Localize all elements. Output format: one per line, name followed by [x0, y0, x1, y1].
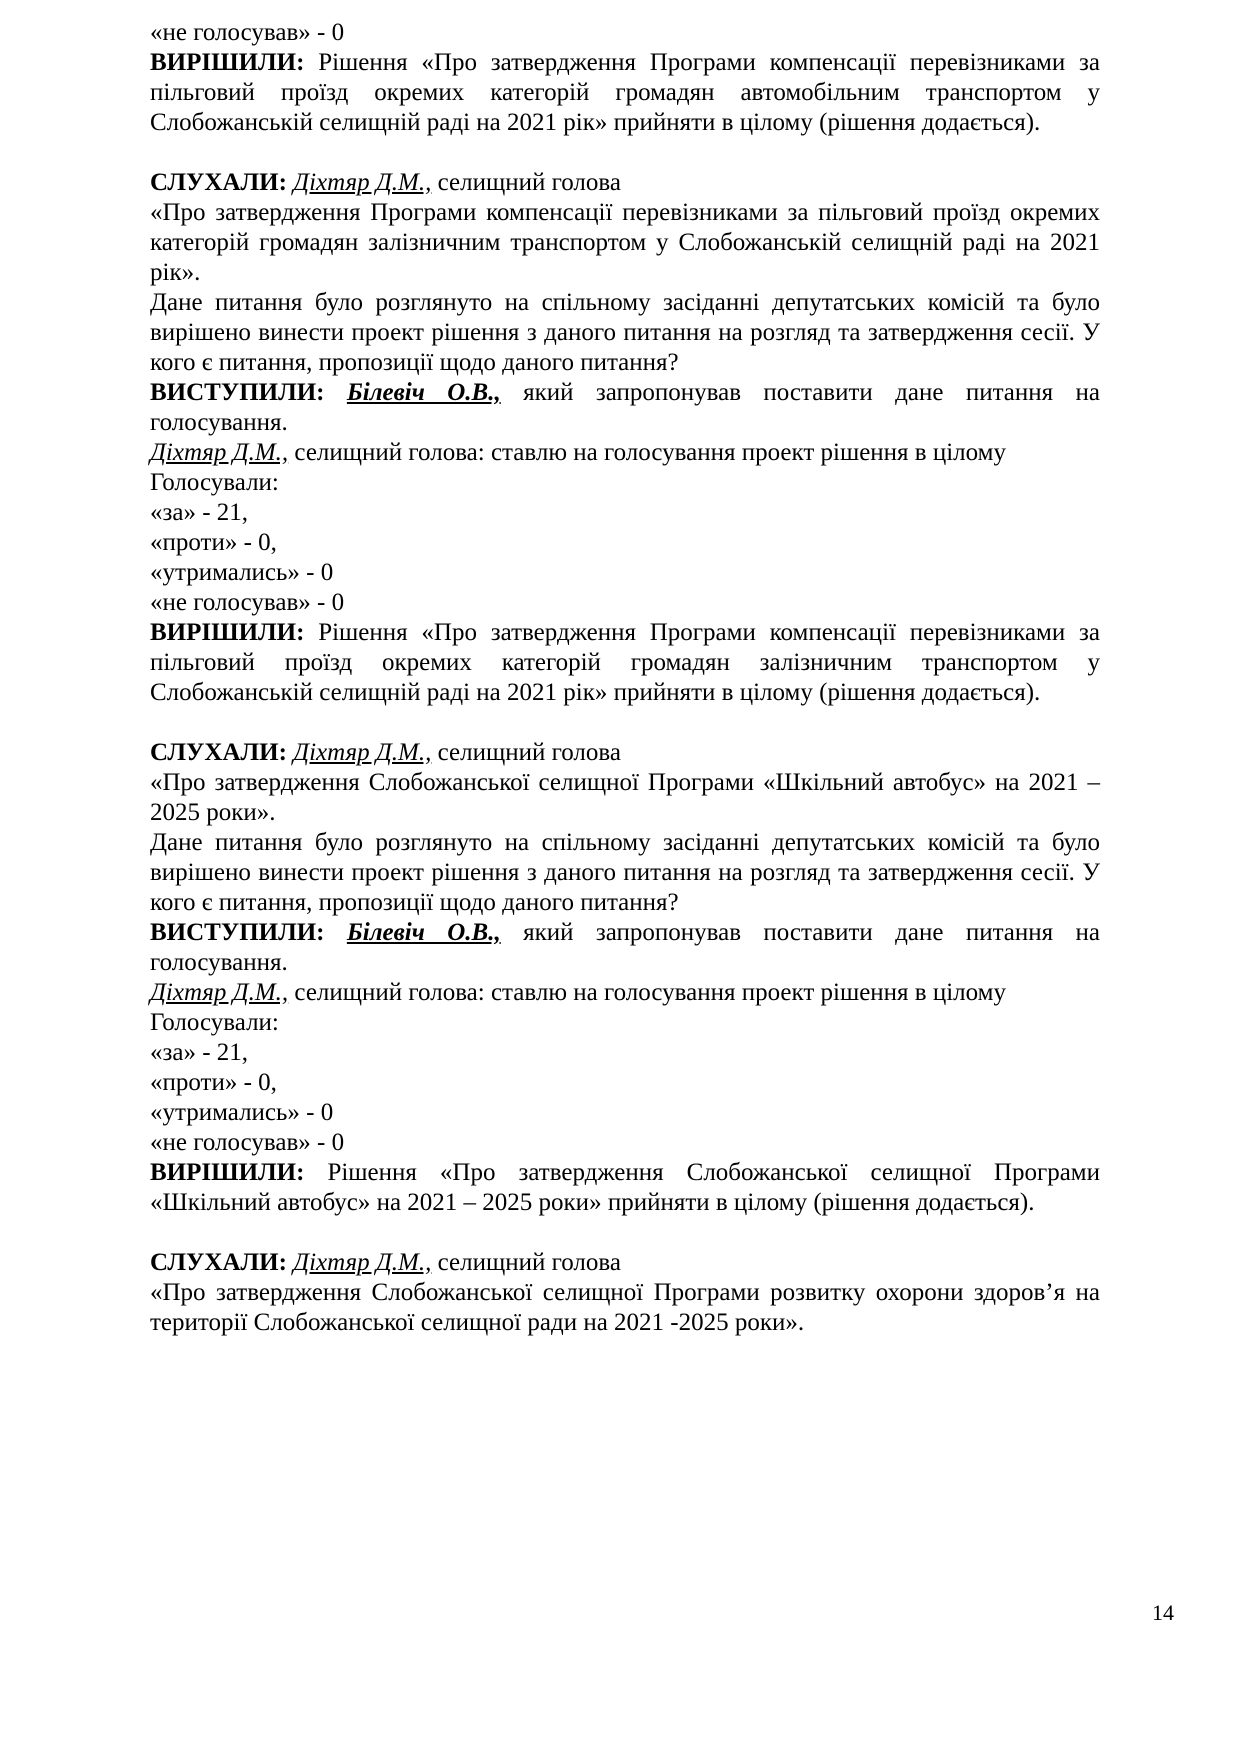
decision-text: Рішення «Про затвердження Слобожанської селищної Програми «Шкільний автобус» на 2021 – 2025 роки» прийняти в цілому (рішення додається). [150, 1159, 1101, 1216]
vote-line: «проти» - 0, [150, 1069, 277, 1096]
heard-label: СЛУХАЛИ: [150, 739, 287, 766]
heard-line [150, 1248, 1100, 1278]
spoke-text: який запропонував поставити дане питання на голосування. [150, 919, 1101, 976]
agenda-section [150, 738, 1100, 1218]
heard-label: СЛУХАЛИ: [150, 1249, 287, 1276]
heard-line [150, 738, 1100, 768]
speaker-name: Діхтяр Д.М., [293, 169, 432, 196]
speaker-role: селищний голова [437, 1249, 621, 1276]
document-page [150, 18, 1100, 1338]
decision-paragraph [150, 48, 1100, 138]
spoke-label: ВИСТУПИЛИ: [150, 919, 325, 946]
heard-label: СЛУХАЛИ: [150, 169, 287, 196]
chair-text: селищний голова: ставлю на голосування проект рішення в цілому [294, 439, 1006, 466]
decision-text: Рішення «Про затвердження Програми компенсації перевізниками за пільговий проїзд окремих категорій громадян залізничним транспортом у Слобожанській селищній раді на 2021 рік» прийняти в цілому (рішення додається). [150, 619, 1100, 706]
spoke-label: ВИСТУПИЛИ: [150, 379, 325, 406]
vote-line: «за» - 21, [150, 1039, 249, 1066]
decision-text: Рішення «Про затвердження Програми компенсації перевізниками за пільговий проїзд окремих категорій громадян автомобільним транспортом у Слобожанській селищній раді на 2021 рік» прийняти в цілому (рішення додається). [150, 49, 1100, 136]
vote-line: «утримались» - 0 [150, 559, 334, 586]
chair-person: Діхтяр Д.М., [150, 439, 289, 466]
votes-header: Голосували: [150, 1009, 279, 1036]
spoke-paragraph [150, 918, 1100, 978]
page-number: 14 [1152, 1600, 1174, 1625]
agenda-section [150, 1248, 1100, 1338]
spoke-person: Білевіч О.В., [346, 379, 501, 406]
vote-line: «проти» - 0, [150, 529, 277, 556]
spoke-text: який запропонував поставити дане питання на голосування. [150, 379, 1101, 436]
discussion-note: Дане питання було розглянуто на спільному засіданні депутатських комісій та було вирішено винести проект рішення з даного питання на розгляд та затвердження сесії. У кого є питання, пропозиції щодо даного питання? [150, 289, 1100, 376]
agenda-topic: «Про затвердження Слобожанської селищної Програми «Шкільний автобус» на 2021 – 2025 роки». [150, 769, 1100, 826]
agenda-section [150, 168, 1100, 708]
speaker-role: селищний голова [437, 739, 621, 766]
agenda-topic: «Про затвердження Програми компенсації перевізниками за пільговий проїзд окремих категорій громадян залізничним транспортом у Слобожанській селищній раді на 2021 рік». [150, 199, 1100, 286]
speaker-name: Діхтяр Д.М., [293, 1249, 432, 1276]
vote-line: «не голосував» - 0 [150, 1129, 345, 1156]
decision-label: ВИРІШИЛИ: [150, 1159, 305, 1186]
decision-paragraph [150, 1158, 1100, 1218]
discussion-note: Дане питання було розглянуто на спільному засіданні депутатських комісій та було вирішено винести проект рішення з даного питання на розгляд та затвердження сесії. У кого є питання, пропозиції щодо даного питання? [150, 829, 1100, 916]
chair-person: Діхтяр Д.М., [150, 979, 289, 1006]
vote-line: «за» - 21, [150, 499, 249, 526]
heard-line [150, 168, 1100, 198]
decision-label: ВИРІШИЛИ: [150, 49, 305, 76]
vote-line: «не голосував» - 0 [150, 19, 345, 46]
decision-paragraph [150, 618, 1100, 708]
chair-line [150, 978, 1100, 1008]
chair-line [150, 438, 1100, 468]
speaker-name: Діхтяр Д.М., [293, 739, 432, 766]
speaker-role: селищний голова [437, 169, 621, 196]
spoke-person: Білевіч О.В., [346, 919, 501, 946]
agenda-topic: «Про затвердження Слобожанської селищної Програми розвитку охорони здоров’я на території Слобожанської селищної ради на 2021 -2025 роки». [150, 1279, 1100, 1336]
spoke-paragraph [150, 378, 1100, 438]
vote-line: «не голосував» - 0 [150, 589, 345, 616]
decision-label: ВИРІШИЛИ: [150, 619, 305, 646]
vote-line: «утримались» - 0 [150, 1099, 334, 1126]
chair-text: селищний голова: ставлю на голосування проект рішення в цілому [294, 979, 1006, 1006]
votes-header: Голосували: [150, 469, 279, 496]
